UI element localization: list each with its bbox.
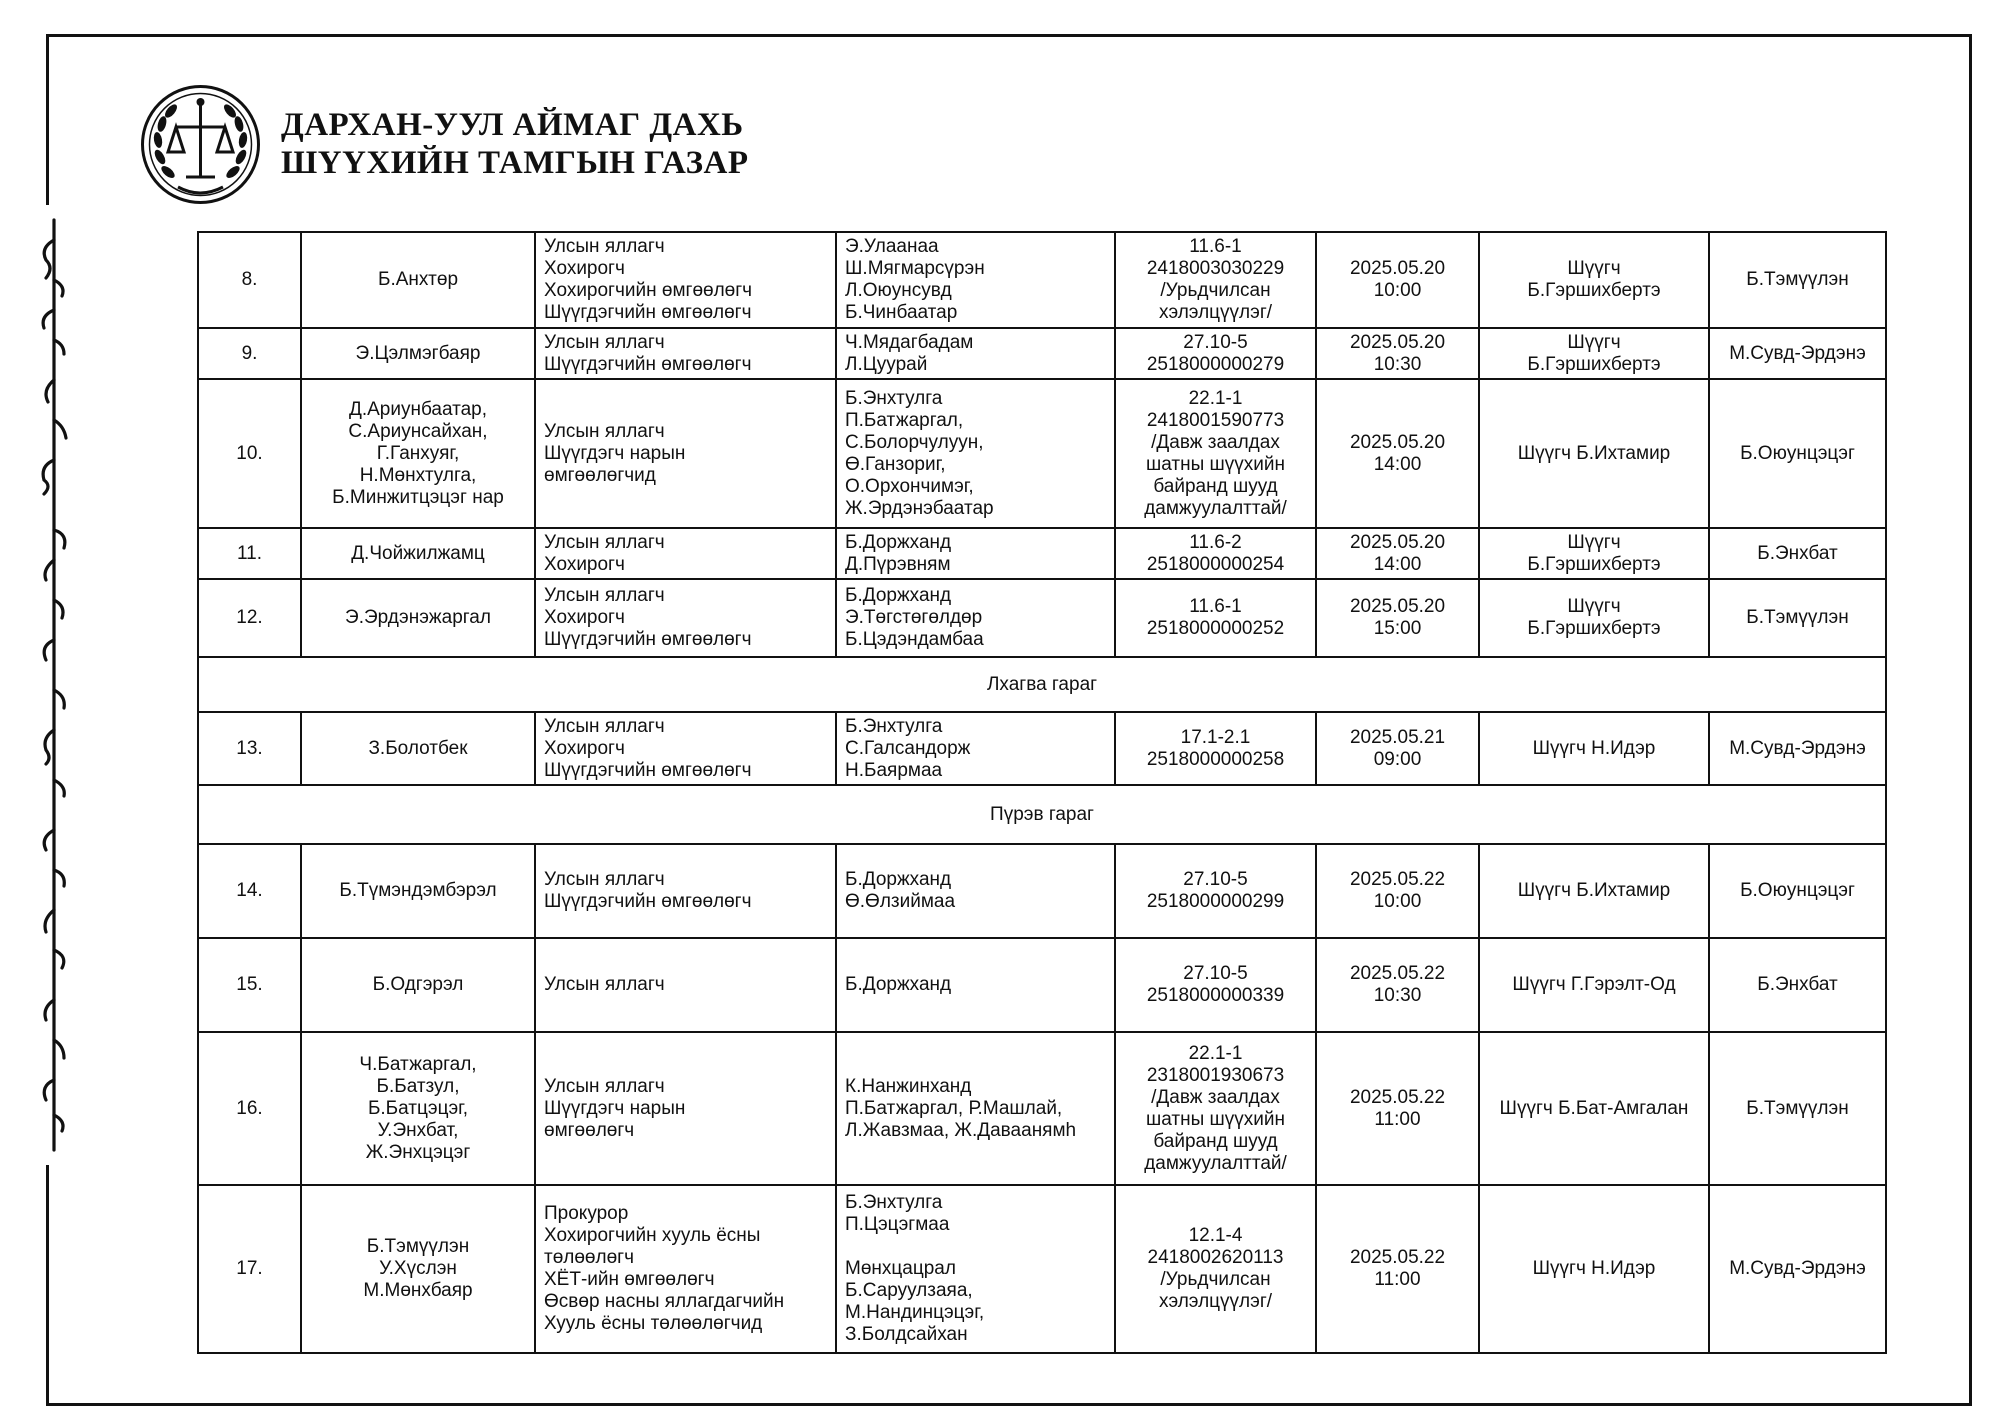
- defendant-name-line: Б.Одгэрэл: [372, 974, 464, 995]
- defendant-name-line: Б.Батзул,: [376, 1075, 460, 1097]
- party-roles: [535, 1185, 836, 1353]
- defendant-name: [301, 528, 535, 579]
- participant-names-line: Л.Жавзмаа, Ж.Даваанямh: [845, 1119, 1077, 1141]
- case-number-line: /Урьдчилсан: [1160, 1269, 1271, 1290]
- header: [138, 74, 748, 214]
- case-number-line: 27.10-5: [1183, 331, 1248, 353]
- defendant-name-line: М.Мөнхбаяр: [363, 1280, 473, 1301]
- defendant-name-line: Г.Ганхуяг,: [376, 442, 460, 464]
- clerk-name: Б.Оюунцэцэг: [1709, 844, 1886, 938]
- case-number-line: дамжуулалттай/: [1144, 1152, 1287, 1174]
- mongolian-script-motto: [32, 205, 76, 1165]
- defendant-name: [301, 232, 535, 328]
- defendant-name-line: Д.Чойжилжамц: [351, 542, 485, 564]
- judge-name-line: Шүүгч: [1567, 258, 1621, 279]
- judge-name-line: Шүүгч: [1567, 331, 1621, 353]
- table-row: [198, 938, 1886, 1032]
- hearing-datetime-line: 2025.05.20: [1349, 531, 1446, 553]
- case-number-line: шатны шүүхийн: [1146, 453, 1285, 475]
- party-roles-line: Хохирогч: [544, 258, 625, 279]
- row-number: 14.: [198, 844, 301, 938]
- case-number: [1115, 379, 1316, 528]
- party-roles-line: Улсын яллагч: [544, 420, 665, 442]
- judge-name-line: Б.Гэршихбертэ: [1527, 353, 1661, 375]
- row-number: 13.: [198, 712, 301, 785]
- hearing-datetime: [1316, 712, 1479, 785]
- clerk-name: М.Сувд-Эрдэнэ: [1709, 712, 1886, 785]
- participant-names-line: Ө.Өлзиймаа: [845, 891, 956, 912]
- party-roles-line: Улсын яллагч: [544, 331, 665, 353]
- participant-names-line: Б.Цэдэндамбаа: [845, 629, 984, 650]
- party-roles-line: Шүүгдэгч нарын: [544, 1097, 686, 1119]
- case-number-line: 11.6-1: [1189, 596, 1242, 617]
- participant-names-line: С.Галсандорж: [845, 737, 971, 759]
- defendant-name: [301, 328, 535, 379]
- defendant-name: [301, 579, 535, 657]
- party-roles: [535, 1032, 836, 1185]
- clerk-name: Б.Энхбат: [1709, 938, 1886, 1032]
- defendant-name-line: Б.Анхтөр: [377, 269, 459, 290]
- participant-names-line: П.Батжаргал, Р.Машлай,: [845, 1097, 1063, 1119]
- participant-names: [836, 1185, 1115, 1353]
- organization-name-line2: ШҮҮХИЙН ТАМГЫН ГАЗАР: [281, 145, 749, 181]
- defendant-name-line: Б.Тэмүүлэн: [366, 1236, 470, 1257]
- participant-names-line: Б.Энхтулга: [845, 387, 943, 409]
- case-number: [1115, 712, 1316, 785]
- case-number-line: 2518000000254: [1146, 553, 1285, 575]
- hearing-datetime-line: 10:00: [1373, 280, 1422, 301]
- judge-name-line: Б.Гэршихбертэ: [1527, 280, 1661, 301]
- case-number-line: байранд шууд: [1153, 1130, 1278, 1152]
- participant-names-line: К.Нанжинханд: [845, 1075, 972, 1097]
- case-number: [1115, 579, 1316, 657]
- case-number-line: 2518000000258: [1146, 748, 1285, 770]
- hearing-datetime-line: 2025.05.22: [1349, 869, 1446, 890]
- party-roles-line: Хохирогчийн өмгөөлөгч: [544, 280, 753, 301]
- case-number: [1115, 938, 1316, 1032]
- case-number-line: дамжуулалттай/: [1144, 497, 1287, 519]
- hearing-datetime-line: 11:00: [1374, 1269, 1421, 1290]
- party-roles-line: Улсын яллагч: [544, 974, 665, 995]
- judge-name-line: Шүүгч Б.Ихтамир: [1517, 880, 1671, 901]
- participant-names: [836, 844, 1115, 938]
- case-number-line: /Давж заалдах: [1151, 431, 1280, 453]
- defendant-name-line: Д.Ариунбаатар,: [348, 398, 488, 420]
- case-number: [1115, 1185, 1316, 1353]
- hearing-datetime-line: 09:00: [1373, 748, 1422, 770]
- party-roles-line: Шүүгдэгчийн өмгөөлөгч: [544, 759, 752, 781]
- case-number: [1115, 528, 1316, 579]
- table-row: [198, 328, 1886, 379]
- hearing-datetime-line: 2025.05.20: [1349, 431, 1446, 453]
- hearing-datetime-line: 2025.05.22: [1349, 1086, 1446, 1108]
- party-roles-line: Улсын яллагч: [544, 869, 665, 890]
- case-number-line: 22.1-1: [1188, 1042, 1243, 1064]
- defendant-name-line: Б.Батцэцэг,: [367, 1097, 469, 1119]
- defendant-name-line: С.Ариунсайхан,: [348, 420, 488, 442]
- defendant-name-line: З.Болотбек: [368, 737, 468, 759]
- day-separator-row: [198, 785, 1886, 844]
- hearing-datetime-line: 10:00: [1373, 891, 1422, 912]
- case-number-line: 11.6-1: [1189, 236, 1242, 257]
- judge-name-line: Шүүгч: [1567, 596, 1621, 617]
- participant-names-line: Ч.Мядагбадам: [845, 331, 974, 353]
- defendant-name-line: Э.Эрдэнэжаргал: [345, 607, 491, 628]
- defendant-name: [301, 379, 535, 528]
- case-number: [1115, 328, 1316, 379]
- party-roles-line: Шүүгдэгчийн өмгөөлөгч: [544, 302, 752, 323]
- hearing-datetime: [1316, 1185, 1479, 1353]
- party-roles-line: Хохирогч: [544, 553, 625, 575]
- party-roles-line: Улсын яллагч: [544, 585, 665, 606]
- judge-name-line: Шүүгч Б.Бат-Амгалан: [1499, 1097, 1689, 1119]
- participant-names-line: Б.Доржханд: [845, 974, 952, 995]
- party-roles-line: өмгөөлөгчид: [544, 464, 656, 486]
- participant-names-line: О.Орхончимэг,: [845, 475, 974, 497]
- participant-names-line: [845, 1236, 1106, 1258]
- hearing-datetime-line: 10:30: [1373, 985, 1422, 1006]
- participant-names-line: П.Батжаргал,: [845, 409, 964, 431]
- participant-names-line: Б.Доржханд: [845, 869, 952, 890]
- table-row: [198, 232, 1886, 328]
- defendant-name-line: Э.Цэлмэгбаяр: [355, 342, 481, 364]
- hearing-datetime-line: 10:30: [1373, 353, 1422, 375]
- party-roles: [535, 712, 836, 785]
- party-roles-line: Хохирогчийн хууль ёсны: [544, 1225, 761, 1246]
- participant-names-line: Б.Саруулзаяа,: [845, 1280, 973, 1301]
- table-row: [198, 579, 1886, 657]
- clerk-name: Б.Оюунцэцэг: [1709, 379, 1886, 528]
- hearing-datetime: [1316, 938, 1479, 1032]
- judge-name-line: Шүүгч: [1567, 531, 1621, 553]
- case-number-line: шатны шүүхийн: [1146, 1108, 1285, 1130]
- party-roles-line: Шүүгдэгч нарын: [544, 442, 686, 464]
- table-row: [198, 712, 1886, 785]
- party-roles-line: төлөөлөгч: [544, 1247, 634, 1268]
- party-roles: [535, 528, 836, 579]
- participant-names-line: Б.Энхтулга: [845, 715, 943, 737]
- participant-names: [836, 712, 1115, 785]
- hearing-datetime: [1316, 328, 1479, 379]
- defendant-name-line: Ч.Батжаргал,: [359, 1053, 477, 1075]
- party-roles-line: Хууль ёсны төлөөлөгчид: [544, 1313, 763, 1334]
- judge-name-line: Шүүгч Н.Идэр: [1532, 737, 1656, 759]
- table-row: [198, 844, 1886, 938]
- participant-names-line: Б.Доржханд: [845, 531, 952, 553]
- participant-names-line: Ө.Ганзориг,: [845, 453, 946, 475]
- judge-name: [1479, 1032, 1709, 1185]
- case-number-line: 12.1-4: [1188, 1225, 1243, 1246]
- party-roles-line: Хохирогч: [544, 737, 625, 759]
- case-number: [1115, 1032, 1316, 1185]
- table-row: [198, 379, 1886, 528]
- defendant-name: [301, 712, 535, 785]
- party-roles: [535, 938, 836, 1032]
- defendant-name-line: Н.Мөнхтулга,: [359, 464, 477, 486]
- judge-name-line: Шүүгч Б.Ихтамир: [1517, 442, 1671, 464]
- party-roles-line: Улсын яллагч: [544, 236, 665, 257]
- clerk-name: Б.Тэмүүлэн: [1709, 232, 1886, 328]
- party-roles: [535, 379, 836, 528]
- participant-names-line: Э.Улаанаа: [845, 236, 939, 257]
- day-label: Лхагва гараг: [198, 657, 1886, 712]
- table-row: [198, 1032, 1886, 1185]
- judge-name: [1479, 232, 1709, 328]
- case-number-line: /Урьдчилсан: [1160, 280, 1271, 301]
- judge-name: [1479, 579, 1709, 657]
- participant-names-line: З.Болдсайхан: [845, 1324, 968, 1345]
- judge-name: [1479, 379, 1709, 528]
- defendant-name-line: У.Энхбат,: [377, 1119, 459, 1141]
- hearing-datetime-line: 2025.05.20: [1349, 596, 1446, 617]
- judge-name-line: Шүүгч Н.Идэр: [1532, 1258, 1656, 1279]
- party-roles: [535, 232, 836, 328]
- row-number: 10.: [198, 379, 301, 528]
- defendant-name: [301, 938, 535, 1032]
- party-roles-line: Шүүгдэгчийн өмгөөлөгч: [544, 891, 752, 912]
- case-number-line: 2518000000339: [1146, 985, 1285, 1006]
- participant-names-line: Мөнхцацрал: [845, 1258, 956, 1279]
- participant-names-line: Б.Чинбаатар: [845, 302, 958, 323]
- case-number-line: 2418002620113: [1147, 1247, 1284, 1268]
- hearing-datetime-line: 11:00: [1374, 1108, 1421, 1130]
- judge-name: [1479, 844, 1709, 938]
- table-row: [198, 528, 1886, 579]
- case-number: [1115, 232, 1316, 328]
- hearing-datetime-line: 2025.05.22: [1349, 1247, 1446, 1268]
- hearing-datetime: [1316, 232, 1479, 328]
- party-roles-line: Улсын яллагч: [544, 531, 665, 553]
- participant-names-line: С.Болорчулуун,: [845, 431, 984, 453]
- row-number: 9.: [198, 328, 301, 379]
- day-separator-row: [198, 657, 1886, 712]
- clerk-name: Б.Тэмүүлэн: [1709, 1032, 1886, 1185]
- court-emblem-icon: [138, 82, 263, 207]
- case-number-line: 2418003030229: [1146, 258, 1285, 279]
- participant-names-line: Э.Төгстөгөлдөр: [845, 607, 983, 628]
- participant-names-line: Л.Цуурай: [845, 353, 928, 375]
- row-number: 17.: [198, 1185, 301, 1353]
- case-number-line: 27.10-5: [1183, 869, 1248, 890]
- judge-name-line: Б.Гэршихбертэ: [1527, 618, 1661, 639]
- case-number-line: хэлэлцүүлэг/: [1158, 1291, 1273, 1312]
- party-roles-line: Улсын яллагч: [544, 715, 665, 737]
- defendant-name-line: Ж.Энхцэцэг: [365, 1141, 471, 1163]
- case-number-line: 2418001590773: [1146, 409, 1285, 431]
- case-number-line: 2518000000252: [1146, 618, 1285, 639]
- mongolian-script-image: [34, 210, 74, 1160]
- defendant-name: [301, 844, 535, 938]
- party-roles-line: Шүүгдэгчийн өмгөөлөгч: [544, 353, 752, 375]
- case-number-line: 22.1-1: [1188, 387, 1243, 409]
- hearing-datetime-line: 2025.05.22: [1349, 963, 1446, 984]
- case-number-line: 2518000000279: [1146, 353, 1285, 375]
- defendant-name: [301, 1032, 535, 1185]
- party-roles: [535, 579, 836, 657]
- defendant-name: [301, 1185, 535, 1353]
- party-roles-line: Прокурор: [544, 1203, 629, 1224]
- hearing-datetime: [1316, 528, 1479, 579]
- case-number-line: хэлэлцүүлэг/: [1158, 302, 1273, 323]
- participant-names-line: М.Нандинцэцэг,: [845, 1302, 985, 1323]
- day-label: Пүрэв гараг: [198, 785, 1886, 844]
- participant-names-line: Н.Баярмаа: [845, 759, 943, 781]
- hearing-datetime-line: 2025.05.20: [1349, 258, 1446, 279]
- case-number-line: 2518000000299: [1146, 891, 1285, 912]
- hearing-datetime-line: 15:00: [1373, 618, 1422, 639]
- hearing-schedule-table: [197, 231, 1887, 1354]
- judge-name: [1479, 1185, 1709, 1353]
- party-roles: [535, 328, 836, 379]
- participant-names-line: Л.Оюунсувд: [845, 280, 952, 301]
- case-number-line: 17.1-2.1: [1180, 726, 1251, 748]
- participant-names-line: Д.Пүрэвням: [845, 553, 951, 575]
- judge-name-line: Шүүгч Г.Гэрэлт-Од: [1512, 974, 1676, 995]
- participant-names-line: П.Цэцэгмаа: [845, 1214, 950, 1235]
- table-row: [198, 1185, 1886, 1353]
- organization-name-line1: ДАРХАН-УУЛ АЙМАГ ДАХЬ: [281, 107, 744, 143]
- defendant-name-line: У.Хүслэн: [379, 1258, 457, 1279]
- judge-name: [1479, 328, 1709, 379]
- participant-names: [836, 328, 1115, 379]
- row-number: 8.: [198, 232, 301, 328]
- schedule-body: [198, 232, 1886, 1353]
- clerk-name: Б.Тэмүүлэн: [1709, 579, 1886, 657]
- hearing-datetime: [1316, 379, 1479, 528]
- clerk-name: М.Сувд-Эрдэнэ: [1709, 1185, 1886, 1353]
- participant-names-line: Ш.Мягмарсүрэн: [845, 258, 985, 279]
- row-number: 12.: [198, 579, 301, 657]
- defendant-name-line: Б.Түмэндэмбэрэл: [339, 880, 497, 901]
- case-number: [1115, 844, 1316, 938]
- row-number: 15.: [198, 938, 301, 1032]
- organization-name: [281, 106, 748, 182]
- party-roles-line: ХЁТ-ийн өмгөөлөгч: [544, 1269, 715, 1290]
- participant-names: [836, 938, 1115, 1032]
- party-roles-line: Хохирогч: [544, 607, 625, 628]
- hearing-datetime-line: 14:00: [1373, 553, 1422, 575]
- participant-names-line: Ж.Эрдэнэбаатар: [845, 497, 994, 519]
- row-number: 11.: [198, 528, 301, 579]
- case-number-line: 27.10-5: [1183, 963, 1248, 984]
- case-number-line: 11.6-2: [1189, 531, 1242, 553]
- case-number-line: байранд шууд: [1153, 475, 1278, 497]
- hearing-datetime-line: 14:00: [1373, 453, 1422, 475]
- participant-names: [836, 232, 1115, 328]
- row-number: 16.: [198, 1032, 301, 1185]
- case-number-line: 2318001930673: [1146, 1064, 1285, 1086]
- party-roles-line: өмгөөлөгч: [544, 1119, 635, 1141]
- hearing-datetime-line: 2025.05.21: [1349, 726, 1446, 748]
- judge-name: [1479, 712, 1709, 785]
- judge-name: [1479, 528, 1709, 579]
- hearing-datetime: [1316, 579, 1479, 657]
- participant-names: [836, 528, 1115, 579]
- participant-names: [836, 379, 1115, 528]
- hearing-datetime: [1316, 1032, 1479, 1185]
- participant-names-line: Б.Энхтулга: [845, 1192, 943, 1213]
- party-roles-line: Шүүгдэгчийн өмгөөлөгч: [544, 629, 752, 650]
- judge-name-line: Б.Гэршихбертэ: [1527, 553, 1661, 575]
- party-roles-line: Өсвөр насны яллагдагчийн: [544, 1291, 785, 1312]
- hearing-datetime-line: 2025.05.20: [1349, 331, 1446, 353]
- participant-names: [836, 579, 1115, 657]
- party-roles: [535, 844, 836, 938]
- defendant-name-line: Б.Минжитцэцэг нар: [332, 486, 504, 508]
- judge-name: [1479, 938, 1709, 1032]
- participant-names: [836, 1032, 1115, 1185]
- hearing-datetime: [1316, 844, 1479, 938]
- clerk-name: Б.Энхбат: [1709, 528, 1886, 579]
- party-roles-line: Улсын яллагч: [544, 1075, 665, 1097]
- clerk-name: М.Сувд-Эрдэнэ: [1709, 328, 1886, 379]
- case-number-line: /Давж заалдах: [1151, 1086, 1280, 1108]
- participant-names-line: Б.Доржханд: [845, 585, 952, 606]
